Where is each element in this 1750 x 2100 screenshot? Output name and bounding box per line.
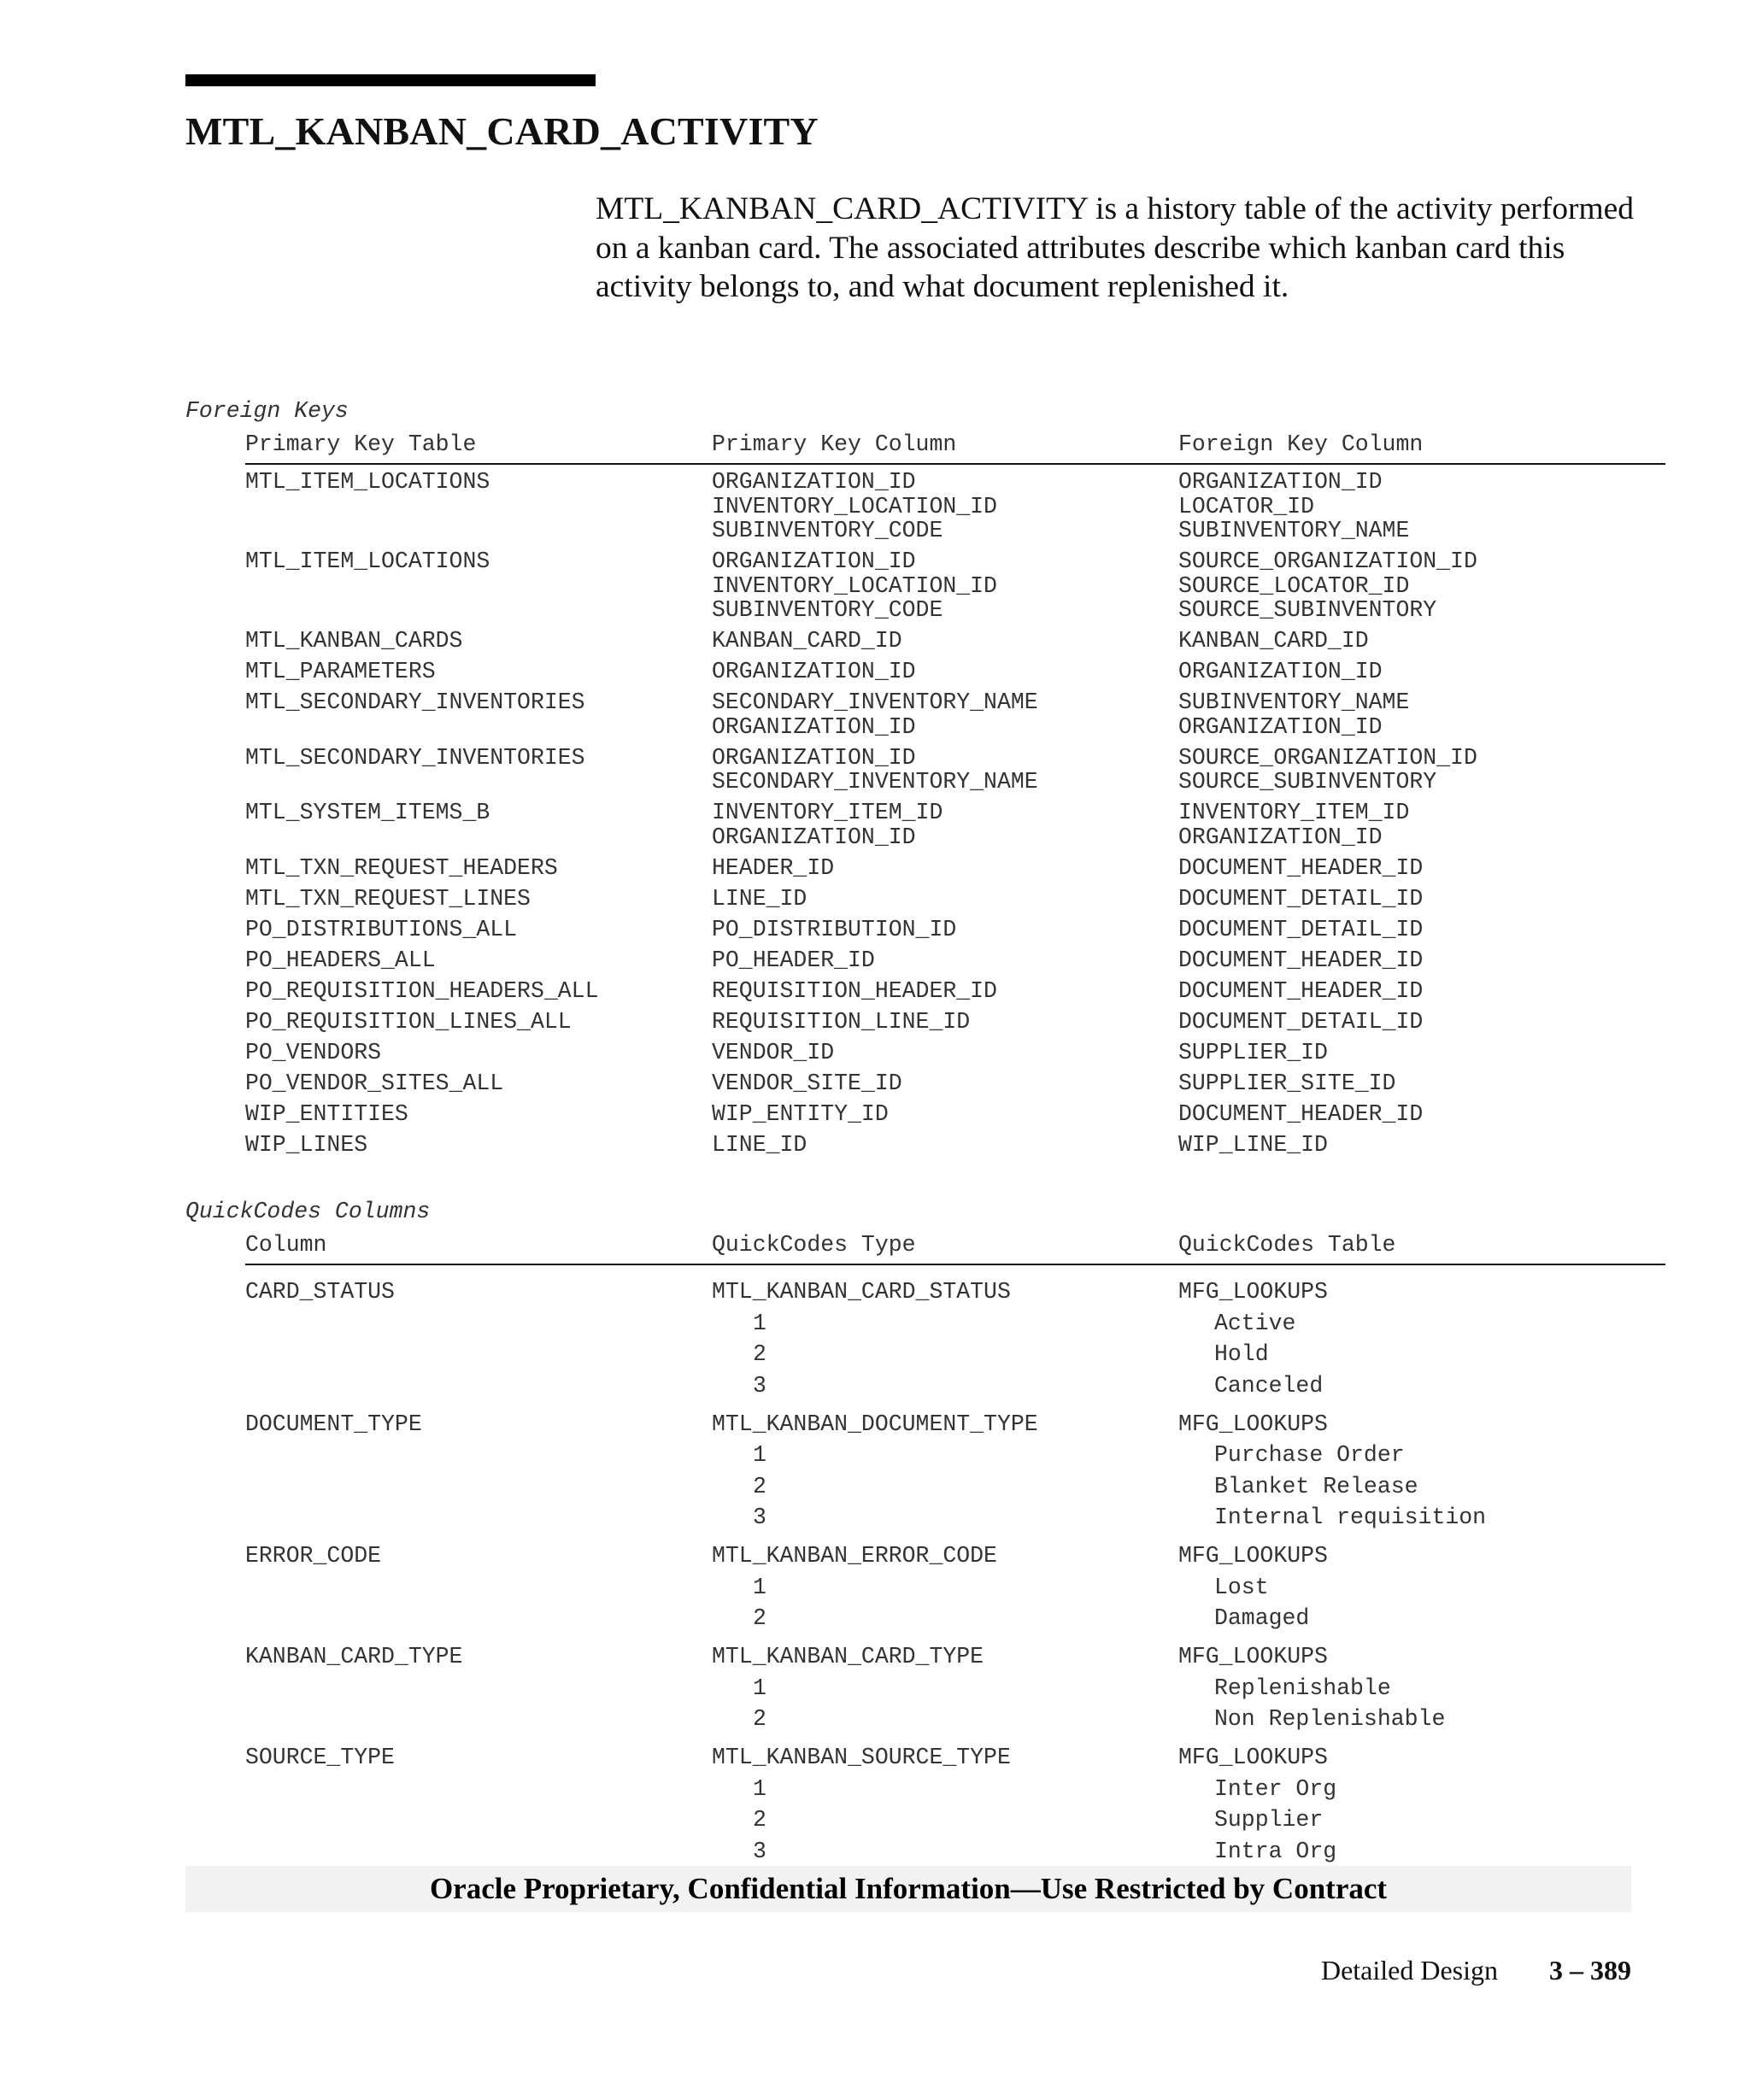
table-row [245,660,1665,690]
foreign-key-column-cell [1178,1133,1328,1158]
quickcode-table-cell [1178,1641,1445,1735]
primary-key-table-cell [245,1041,381,1065]
quickcode-type: MTL_KANBAN_CARD_TYPE [712,1644,984,1669]
header-primary-key-table: Primary Key Table [245,431,477,457]
primary-key-table-cell [245,470,490,495]
foreign-key-column: DOCUMENT_HEADER_ID [1178,947,1424,973]
foreign-key-column: KANBAN_CARD_ID [1178,628,1369,654]
primary-key-column: SUBINVENTORY_CODE [712,597,943,623]
primary-key-column-cell [712,856,834,881]
quickcode-type-cell [712,1641,984,1735]
quickcode-value: 2 [753,1807,766,1833]
quickcode-table-cell [1178,1276,1328,1401]
foreign-key-column: SOURCE_ORGANIZATION_ID [1178,744,1477,771]
quickcode-column-cell [245,1540,381,1572]
table-row [245,629,1665,660]
quickcode-type: MTL_KANBAN_DOCUMENT_TYPE [712,1411,1038,1437]
primary-key-table-cell [245,801,490,825]
page-number: 3 – 389 [1549,1955,1631,1986]
foreign-key-column: DOCUMENT_DETAIL_ID [1178,916,1424,942]
foreign-key-column: SOURCE_SUBINVENTORY [1178,769,1437,795]
quickcodes-label: QuickCodes Columns [185,1199,431,1224]
quickcode-column: SOURCE_TYPE [245,1745,395,1770]
foreign-key-column: WIP_LINE_ID [1178,1131,1328,1158]
quickcode-value: 3 [753,1372,766,1399]
quickcode-column-cell [245,1641,462,1673]
primary-key-table: MTL_ITEM_LOCATIONS [245,469,490,495]
primary-key-table-cell [245,690,585,715]
confidential-banner [185,1866,1631,1912]
foreign-key-column: DOCUMENT_DETAIL_ID [1178,1008,1424,1035]
quickcode-meaning: Blanket Release [1214,1473,1418,1499]
primary-key-table: MTL_TXN_REQUEST_LINES [245,885,531,912]
primary-key-column: ORGANIZATION_ID [712,659,916,684]
primary-key-column-cell [712,629,902,654]
foreign-key-column: ORGANIZATION_ID [1178,469,1383,495]
primary-key-column: INVENTORY_LOCATION_ID [712,572,997,599]
quickcode-value: 2 [753,1605,766,1631]
primary-key-column: ORGANIZATION_ID [712,548,916,574]
quickcodes-table [245,1276,1665,1874]
primary-key-table-cell [245,856,558,881]
foreign-key-column-cell [1178,801,1409,849]
primary-key-column-cell [712,801,943,849]
quickcode-type: MTL_KANBAN_SOURCE_TYPE [712,1745,1011,1770]
quickcode-value: 2 [753,1473,766,1499]
quickcode-column: KANBAN_CARD_TYPE [245,1644,463,1669]
primary-key-table: PO_VENDOR_SITES_ALL [245,1070,504,1096]
primary-key-column: PO_HEADER_ID [712,947,875,973]
quickcode-type: MTL_KANBAN_ERROR_CODE [712,1543,997,1569]
primary-key-table: MTL_SYSTEM_ITEMS_B [245,800,490,825]
quickcode-meaning: Intra Org [1214,1838,1337,1864]
primary-key-column-cell [712,1133,807,1158]
foreign-key-column: DOCUMENT_DETAIL_ID [1178,885,1424,912]
primary-key-table: MTL_ITEM_LOCATIONS [245,548,490,574]
primary-key-column-cell [712,979,997,1004]
foreign-key-column: SUPPLIER_ID [1178,1039,1328,1065]
quickcode-value: 2 [753,1341,766,1367]
primary-key-table-cell [245,948,436,973]
primary-key-table: WIP_ENTITIES [245,1100,408,1127]
primary-key-column: ORGANIZATION_ID [712,744,916,771]
primary-key-column: KANBAN_CARD_ID [712,628,902,654]
foreign-key-column-cell [1178,690,1409,739]
quickcode-meaning: Lost [1214,1574,1269,1600]
quickcode-value: 3 [753,1838,766,1864]
primary-key-table: PO_REQUISITION_HEADERS_ALL [245,977,599,1004]
table-row [245,690,1665,746]
quickcode-meaning: Supplier [1214,1807,1324,1833]
table-row [245,887,1665,918]
quickcode-value: 1 [753,1574,766,1600]
primary-key-column-cell [712,1010,970,1035]
table-row [245,1041,1665,1071]
table-row [245,746,1665,801]
primary-key-table-cell [245,1133,367,1158]
foreign-key-column-cell [1178,918,1423,942]
foreign-key-column: SOURCE_LOCATOR_ID [1178,572,1410,599]
foreign-keys-table [245,470,1665,1164]
primary-key-column: VENDOR_SITE_ID [712,1070,902,1096]
primary-key-table: PO_REQUISITION_LINES_ALL [245,1008,572,1035]
table-row [245,1641,1665,1742]
primary-key-table-cell [245,918,517,942]
table-row [245,1010,1665,1041]
quickcode-column-cell [245,1742,395,1774]
quickcode-meaning: Inter Org [1214,1775,1337,1802]
primary-key-column: ORGANIZATION_ID [712,824,916,850]
primary-key-column: REQUISITION_HEADER_ID [712,977,997,1004]
quickcode-value: 2 [753,1706,766,1732]
quickcode-column-cell [245,1276,395,1308]
primary-key-table: PO_HEADERS_ALL [245,947,436,973]
primary-key-table-cell [245,660,436,684]
quickcode-type-cell [712,1276,1011,1401]
primary-key-table: WIP_LINES [245,1131,368,1158]
primary-key-table-cell [245,746,585,771]
primary-key-column: LINE_ID [712,885,807,912]
primary-key-table-cell [245,1102,408,1127]
foreign-key-column: SOURCE_ORGANIZATION_ID [1178,548,1477,574]
primary-key-column-cell [712,1071,902,1096]
quickcode-column: ERROR_CODE [245,1543,382,1569]
quickcode-meaning: Canceled [1214,1372,1324,1399]
quickcode-table: MFG_LOOKUPS [1178,1745,1328,1770]
table-row [245,549,1665,629]
primary-key-table-cell [245,1010,572,1035]
foreign-key-column: DOCUMENT_HEADER_ID [1178,854,1424,881]
primary-key-table: MTL_SECONDARY_INVENTORIES [245,744,585,771]
quickcode-table-cell [1178,1409,1486,1534]
header-quickcodes-type: QuickCodes Type [712,1232,916,1258]
foreign-key-column-cell [1178,1102,1423,1127]
foreign-key-column-cell [1178,1071,1395,1096]
table-row [245,801,1665,856]
primary-key-table: PO_VENDORS [245,1039,382,1065]
primary-key-table-cell [245,549,490,574]
header-quickcodes-table: QuickCodes Table [1178,1232,1396,1258]
quickcode-table: MFG_LOOKUPS [1178,1411,1328,1437]
primary-key-column: ORGANIZATION_ID [712,713,916,740]
foreign-key-column-cell [1178,470,1409,543]
header-primary-key-column: Primary Key Column [712,431,957,457]
quickcode-meaning: Replenishable [1214,1675,1391,1701]
quickcode-table: MFG_LOOKUPS [1178,1279,1328,1305]
foreign-key-column: ORGANIZATION_ID [1178,713,1383,740]
primary-key-column: SECONDARY_INVENTORY_NAME [712,689,1038,715]
quickcode-column: DOCUMENT_TYPE [245,1411,422,1437]
foreign-key-column-cell [1178,1041,1328,1065]
table-row [245,1742,1665,1874]
section-name: Detailed Design [1320,1955,1498,1986]
primary-key-column: HEADER_ID [712,854,835,881]
foreign-key-column-cell [1178,887,1423,912]
table-row [245,1276,1665,1409]
quickcode-meaning: Purchase Order [1214,1442,1405,1468]
quickcode-table: MFG_LOOKUPS [1178,1644,1328,1669]
foreign-key-column: DOCUMENT_HEADER_ID [1178,1100,1424,1127]
page-footer [1321,1955,1631,1986]
primary-key-column: LINE_ID [712,1131,807,1158]
foreign-key-column-cell [1178,1010,1423,1035]
quickcode-meaning: Internal requisition [1214,1505,1487,1530]
primary-key-column-cell [712,746,1038,795]
quickcode-table-cell [1178,1742,1336,1867]
table-row [245,1133,1665,1164]
table-row [245,1071,1665,1102]
table-row [245,470,1665,549]
primary-key-column: SECONDARY_INVENTORY_NAME [712,769,1038,795]
quickcode-meaning: Active [1214,1310,1296,1336]
quickcodes-header [245,1231,1665,1265]
quickcode-value: 1 [753,1310,766,1336]
table-row [245,918,1665,948]
quickcode-value: 1 [753,1775,766,1802]
foreign-key-column-cell [1178,746,1477,795]
primary-key-table-cell [245,979,598,1004]
quickcode-type-cell [712,1742,1011,1867]
foreign-key-column-cell [1178,629,1369,654]
page-title: MTL_KANBAN_CARD_ACTIVITY [185,109,819,153]
table-description: MTL_KANBAN_CARD_ACTIVITY is a history table of the activity performed on a kanban card. The associated attributes describe which kanban card this activity belongs to, and what document replenished it. [596,191,1635,304]
quickcode-value: 1 [753,1442,766,1468]
foreign-keys-header [245,431,1665,465]
primary-key-table: PO_DISTRIBUTIONS_ALL [245,916,518,942]
table-row [245,856,1665,887]
quickcode-value: 3 [753,1505,766,1530]
foreign-key-column-cell [1178,979,1423,1004]
primary-key-column-cell [712,549,997,623]
primary-key-column: SUBINVENTORY_CODE [712,518,943,543]
foreign-key-column: ORGANIZATION_ID [1178,824,1383,850]
foreign-key-column: SUBINVENTORY_NAME [1178,518,1410,543]
quickcode-meaning: Damaged [1214,1605,1310,1631]
quickcode-meaning: Hold [1214,1341,1269,1367]
foreign-key-column: INVENTORY_ITEM_ID [1178,800,1410,825]
table-row [245,979,1665,1010]
primary-key-column: ORGANIZATION_ID [712,469,916,495]
primary-key-table-cell [245,887,531,912]
foreign-key-column: DOCUMENT_HEADER_ID [1178,977,1424,1004]
foreign-key-column: SUBINVENTORY_NAME [1178,689,1410,715]
primary-key-column: WIP_ENTITY_ID [712,1100,889,1127]
primary-key-table: MTL_KANBAN_CARDS [245,628,463,654]
quickcode-type-cell [712,1540,997,1634]
foreign-key-column: SOURCE_SUBINVENTORY [1178,597,1437,623]
primary-key-column-cell [712,887,807,912]
primary-key-column: VENDOR_ID [712,1039,835,1065]
header-foreign-key-column: Foreign Key Column [1178,431,1424,457]
primary-key-column: REQUISITION_LINE_ID [712,1008,971,1035]
primary-key-column-cell [712,918,956,942]
table-row [245,1409,1665,1541]
primary-key-column: INVENTORY_LOCATION_ID [712,493,997,519]
table-row [245,948,1665,979]
quickcode-table: MFG_LOOKUPS [1178,1543,1328,1569]
quickcode-value: 1 [753,1675,766,1701]
primary-key-table: MTL_SECONDARY_INVENTORIES [245,689,585,715]
header-column: Column [245,1232,327,1258]
primary-key-column-cell [712,1041,834,1065]
primary-key-column: PO_DISTRIBUTION_ID [712,916,957,942]
primary-key-column: INVENTORY_ITEM_ID [712,800,943,825]
foreign-key-column: ORGANIZATION_ID [1178,659,1383,684]
table-row [245,1540,1665,1641]
quickcode-type-cell [712,1409,1038,1534]
primary-key-column-cell [712,470,997,543]
foreign-keys-label: Foreign Keys [185,398,349,424]
primary-key-table-cell [245,1071,503,1096]
primary-key-table-cell [245,629,462,654]
quickcode-meaning: Non Replenishable [1214,1706,1446,1732]
foreign-key-column-cell [1178,948,1423,973]
foreign-key-column: SUPPLIER_SITE_ID [1178,1070,1396,1096]
foreign-key-column: LOCATOR_ID [1178,493,1315,519]
primary-key-table: MTL_PARAMETERS [245,659,436,684]
quickcode-column: CARD_STATUS [245,1279,395,1305]
confidential-notice: Oracle Proprietary, Confidential Information––Use Restricted by Contract [429,1872,1388,1905]
table-row [245,1102,1665,1133]
quickcode-type: MTL_KANBAN_CARD_STATUS [712,1279,1011,1305]
quickcode-column-cell [245,1409,422,1440]
primary-key-column-cell [712,660,916,684]
primary-key-column-cell [712,690,1038,739]
foreign-key-column-cell [1178,660,1383,684]
foreign-key-column-cell [1178,549,1477,623]
primary-key-column-cell [712,948,875,973]
primary-key-column-cell [712,1102,889,1127]
foreign-key-column-cell [1178,856,1423,881]
primary-key-table: MTL_TXN_REQUEST_HEADERS [245,854,558,881]
quickcode-table-cell [1178,1540,1328,1634]
top-rule [185,74,596,86]
